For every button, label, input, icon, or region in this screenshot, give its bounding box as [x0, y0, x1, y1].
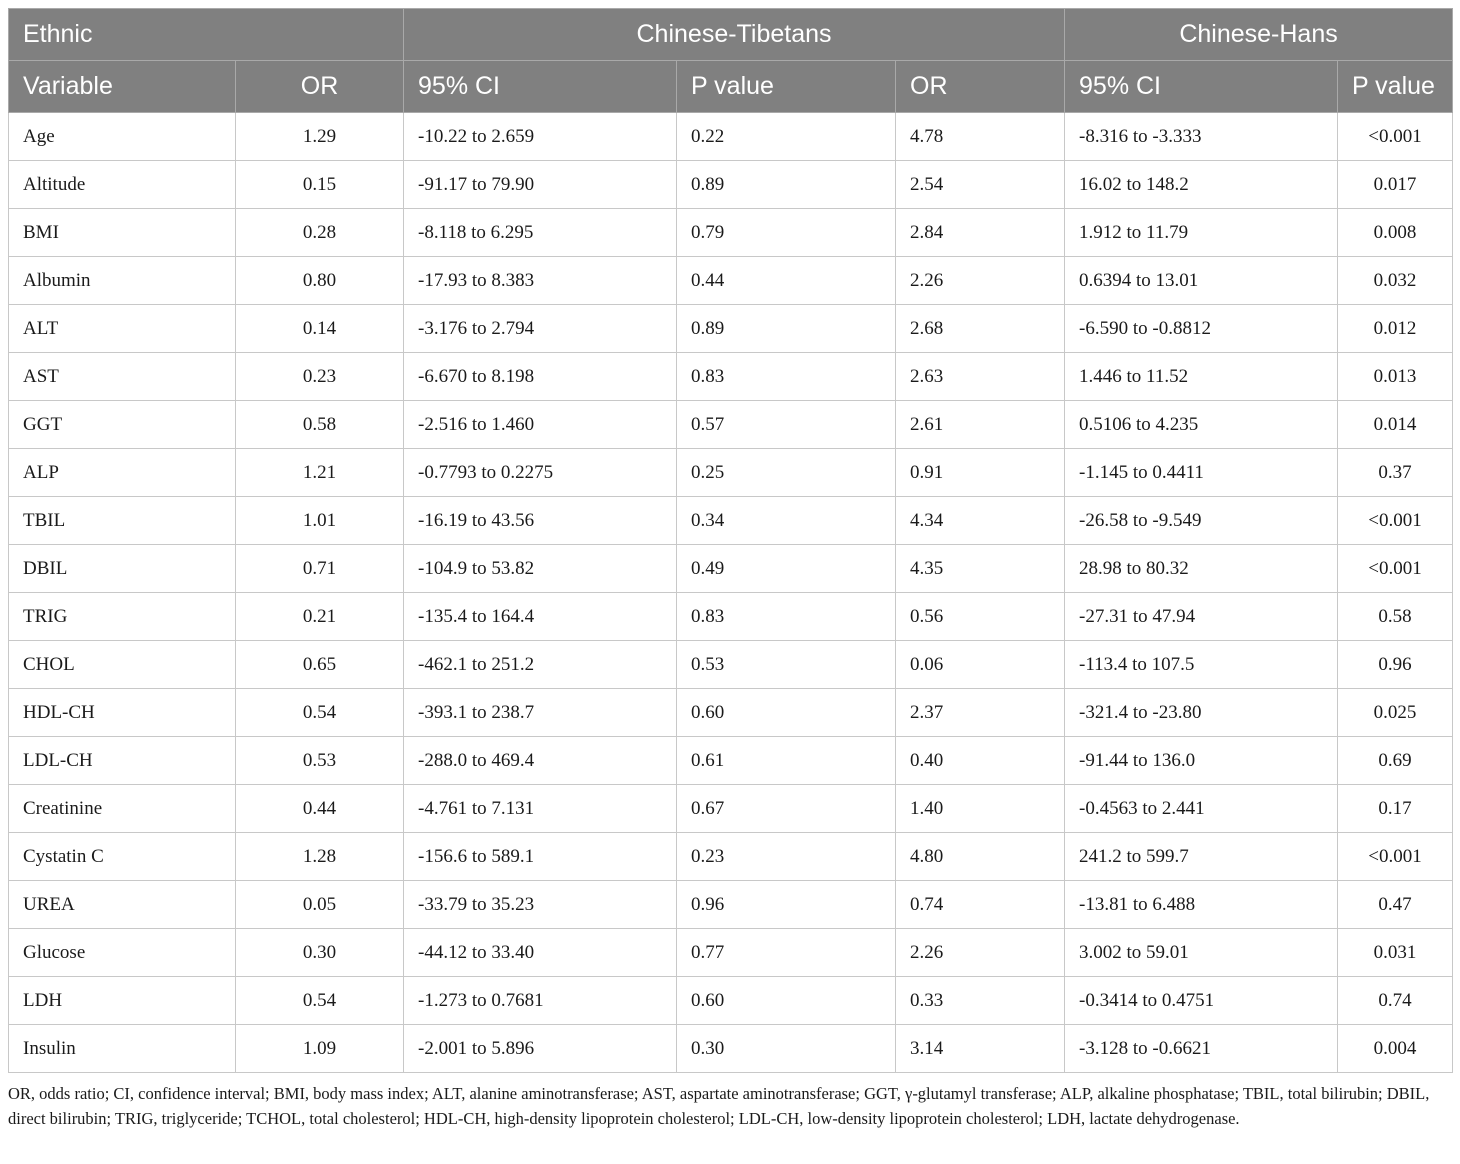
ci-tibetans-cell: -0.7793 to 0.2275 — [404, 449, 677, 497]
p-tibetans-cell: 0.77 — [677, 929, 896, 977]
ci-hans-cell: -321.4 to -23.80 — [1065, 689, 1338, 737]
ci-tibetans-cell: -462.1 to 251.2 — [404, 641, 677, 689]
ci-tibetans-cell: -17.93 to 8.383 — [404, 257, 677, 305]
variable-cell: AST — [9, 353, 236, 401]
table-row — [9, 401, 1453, 449]
p-tibetans-cell: 0.89 — [677, 305, 896, 353]
table-row — [9, 305, 1453, 353]
ci-tibetans-cell: -288.0 to 469.4 — [404, 737, 677, 785]
variable-cell: Altitude — [9, 161, 236, 209]
variable-cell: Age — [9, 113, 236, 161]
p-hans-cell: 0.017 — [1338, 161, 1453, 209]
column-header-ci-hans: 95% CI — [1065, 61, 1338, 113]
table-row — [9, 689, 1453, 737]
variable-cell: ALP — [9, 449, 236, 497]
p-hans-cell: <0.001 — [1338, 113, 1453, 161]
ci-tibetans-cell: -104.9 to 53.82 — [404, 545, 677, 593]
p-hans-cell: 0.013 — [1338, 353, 1453, 401]
p-tibetans-cell: 0.49 — [677, 545, 896, 593]
or-tibetans-cell: 1.01 — [236, 497, 404, 545]
or-hans-cell: 4.80 — [896, 833, 1065, 881]
or-tibetans-cell: 0.71 — [236, 545, 404, 593]
p-tibetans-cell: 0.60 — [677, 977, 896, 1025]
variable-cell: LDL-CH — [9, 737, 236, 785]
variable-cell: TBIL — [9, 497, 236, 545]
ci-tibetans-cell: -156.6 to 589.1 — [404, 833, 677, 881]
p-hans-cell: 0.58 — [1338, 593, 1453, 641]
table-footnote: OR, odds ratio; CI, confidence interval; BMI, body mass index; ALT, alanine aminotransferase; AST, aspartate aminotransferase; GGT, γ-glutamyl transferase; ALP, alkaline phosphatase; TBIL, total bilirubin; DBIL, direct bilirubin; TRIG, triglyceride; TCHOL, total cholesterol; HDL-CH, high-density lipoprotein cholesterol; LDL-CH, low-density lipoprotein cholesterol; LDH, lactate dehydrogenase. — [8, 1084, 1430, 1128]
ci-hans-cell: -91.44 to 136.0 — [1065, 737, 1338, 785]
p-tibetans-cell: 0.83 — [677, 353, 896, 401]
ci-hans-cell: 0.5106 to 4.235 — [1065, 401, 1338, 449]
variable-cell: Insulin — [9, 1025, 236, 1073]
table-row — [9, 209, 1453, 257]
ci-hans-cell: -6.590 to -0.8812 — [1065, 305, 1338, 353]
column-header-or-hans: OR — [896, 61, 1065, 113]
or-tibetans-cell: 1.29 — [236, 113, 404, 161]
ci-hans-cell: 28.98 to 80.32 — [1065, 545, 1338, 593]
or-hans-cell: 0.74 — [896, 881, 1065, 929]
or-hans-cell: 2.26 — [896, 257, 1065, 305]
p-hans-cell: 0.69 — [1338, 737, 1453, 785]
table-header — [9, 9, 1453, 113]
table-row — [9, 353, 1453, 401]
p-tibetans-cell: 0.89 — [677, 161, 896, 209]
ci-tibetans-cell: -3.176 to 2.794 — [404, 305, 677, 353]
p-hans-cell: 0.37 — [1338, 449, 1453, 497]
p-hans-cell: <0.001 — [1338, 497, 1453, 545]
column-header-or-tibetans: OR — [236, 61, 404, 113]
table-row — [9, 929, 1453, 977]
ci-hans-cell: 1.912 to 11.79 — [1065, 209, 1338, 257]
or-hans-cell: 1.40 — [896, 785, 1065, 833]
p-tibetans-cell: 0.23 — [677, 833, 896, 881]
p-hans-cell: 0.025 — [1338, 689, 1453, 737]
variable-cell: HDL-CH — [9, 689, 236, 737]
variable-cell: Creatinine — [9, 785, 236, 833]
p-tibetans-cell: 0.30 — [677, 1025, 896, 1073]
p-tibetans-cell: 0.44 — [677, 257, 896, 305]
p-tibetans-cell: 0.57 — [677, 401, 896, 449]
ci-tibetans-cell: -2.516 to 1.460 — [404, 401, 677, 449]
table-row — [9, 449, 1453, 497]
ci-hans-cell: 16.02 to 148.2 — [1065, 161, 1338, 209]
p-tibetans-cell: 0.67 — [677, 785, 896, 833]
p-tibetans-cell: 0.34 — [677, 497, 896, 545]
p-hans-cell: 0.032 — [1338, 257, 1453, 305]
p-tibetans-cell: 0.25 — [677, 449, 896, 497]
or-hans-cell: 2.68 — [896, 305, 1065, 353]
or-hans-cell: 0.33 — [896, 977, 1065, 1025]
or-tibetans-cell: 0.53 — [236, 737, 404, 785]
or-hans-cell: 0.56 — [896, 593, 1065, 641]
ci-hans-cell: 3.002 to 59.01 — [1065, 929, 1338, 977]
or-hans-cell: 3.14 — [896, 1025, 1065, 1073]
p-tibetans-cell: 0.53 — [677, 641, 896, 689]
variable-cell: LDH — [9, 977, 236, 1025]
column-header-row — [9, 61, 1453, 113]
or-tibetans-cell: 0.80 — [236, 257, 404, 305]
table-row — [9, 833, 1453, 881]
ci-tibetans-cell: -6.670 to 8.198 — [404, 353, 677, 401]
variable-cell: Glucose — [9, 929, 236, 977]
or-tibetans-cell: 0.05 — [236, 881, 404, 929]
ci-hans-cell: -8.316 to -3.333 — [1065, 113, 1338, 161]
ci-tibetans-cell: -10.22 to 2.659 — [404, 113, 677, 161]
ethnic-header: Ethnic — [9, 9, 404, 61]
p-hans-cell: 0.004 — [1338, 1025, 1453, 1073]
table-row — [9, 977, 1453, 1025]
table-row — [9, 257, 1453, 305]
or-tibetans-cell: 0.65 — [236, 641, 404, 689]
or-tibetans-cell: 0.58 — [236, 401, 404, 449]
or-hans-cell: 2.84 — [896, 209, 1065, 257]
table-row — [9, 785, 1453, 833]
or-tibetans-cell: 0.54 — [236, 689, 404, 737]
column-header-ci-tibetans: 95% CI — [404, 61, 677, 113]
ci-hans-cell: -13.81 to 6.488 — [1065, 881, 1338, 929]
column-header-p-hans: P value — [1338, 61, 1453, 113]
table-row — [9, 497, 1453, 545]
ci-hans-cell: -113.4 to 107.5 — [1065, 641, 1338, 689]
hans-group-header: Chinese-Hans — [1065, 9, 1453, 61]
or-tibetans-cell: 1.09 — [236, 1025, 404, 1073]
or-tibetans-cell: 0.21 — [236, 593, 404, 641]
ci-tibetans-cell: -1.273 to 0.7681 — [404, 977, 677, 1025]
or-hans-cell: 2.61 — [896, 401, 1065, 449]
ci-tibetans-cell: -4.761 to 7.131 — [404, 785, 677, 833]
ci-hans-cell: 0.6394 to 13.01 — [1065, 257, 1338, 305]
or-hans-cell: 4.78 — [896, 113, 1065, 161]
tibetans-group-header: Chinese-Tibetans — [404, 9, 1065, 61]
ci-hans-cell: -1.145 to 0.4411 — [1065, 449, 1338, 497]
or-tibetans-cell: 0.54 — [236, 977, 404, 1025]
p-hans-cell: 0.031 — [1338, 929, 1453, 977]
p-hans-cell: <0.001 — [1338, 833, 1453, 881]
p-hans-cell: 0.17 — [1338, 785, 1453, 833]
p-hans-cell: 0.012 — [1338, 305, 1453, 353]
or-hans-cell: 2.63 — [896, 353, 1065, 401]
or-hans-cell: 2.37 — [896, 689, 1065, 737]
or-hans-cell: 2.26 — [896, 929, 1065, 977]
ci-tibetans-cell: -2.001 to 5.896 — [404, 1025, 677, 1073]
or-tibetans-cell: 0.15 — [236, 161, 404, 209]
group-header-row — [9, 9, 1453, 61]
ci-hans-cell: -3.128 to -0.6621 — [1065, 1025, 1338, 1073]
ci-tibetans-cell: -44.12 to 33.40 — [404, 929, 677, 977]
variable-cell: Albumin — [9, 257, 236, 305]
p-hans-cell: <0.001 — [1338, 545, 1453, 593]
p-tibetans-cell: 0.83 — [677, 593, 896, 641]
table-row — [9, 161, 1453, 209]
or-hans-cell: 0.06 — [896, 641, 1065, 689]
variable-cell: Cystatin C — [9, 833, 236, 881]
p-hans-cell: 0.96 — [1338, 641, 1453, 689]
ci-hans-cell: 1.446 to 11.52 — [1065, 353, 1338, 401]
variable-cell: UREA — [9, 881, 236, 929]
variable-cell: DBIL — [9, 545, 236, 593]
variable-cell: CHOL — [9, 641, 236, 689]
or-tibetans-cell: 0.14 — [236, 305, 404, 353]
ci-hans-cell: -27.31 to 47.94 — [1065, 593, 1338, 641]
ci-hans-cell: -0.4563 to 2.441 — [1065, 785, 1338, 833]
table-row — [9, 641, 1453, 689]
ci-hans-cell: -0.3414 to 0.4751 — [1065, 977, 1338, 1025]
ci-tibetans-cell: -91.17 to 79.90 — [404, 161, 677, 209]
table-body — [9, 113, 1453, 1073]
column-header-variable: Variable — [9, 61, 236, 113]
odds-ratio-table — [8, 8, 1453, 1073]
table-row — [9, 113, 1453, 161]
or-hans-cell: 4.34 — [896, 497, 1065, 545]
ci-tibetans-cell: -8.118 to 6.295 — [404, 209, 677, 257]
or-tibetans-cell: 0.30 — [236, 929, 404, 977]
ci-tibetans-cell: -33.79 to 35.23 — [404, 881, 677, 929]
p-tibetans-cell: 0.60 — [677, 689, 896, 737]
ci-tibetans-cell: -393.1 to 238.7 — [404, 689, 677, 737]
p-tibetans-cell: 0.96 — [677, 881, 896, 929]
or-hans-cell: 2.54 — [896, 161, 1065, 209]
ci-tibetans-cell: -16.19 to 43.56 — [404, 497, 677, 545]
table-row — [9, 545, 1453, 593]
table-row — [9, 737, 1453, 785]
or-hans-cell: 4.35 — [896, 545, 1065, 593]
p-hans-cell: 0.74 — [1338, 977, 1453, 1025]
or-tibetans-cell: 0.23 — [236, 353, 404, 401]
variable-cell: GGT — [9, 401, 236, 449]
or-tibetans-cell: 0.44 — [236, 785, 404, 833]
or-tibetans-cell: 1.28 — [236, 833, 404, 881]
or-tibetans-cell: 1.21 — [236, 449, 404, 497]
p-tibetans-cell: 0.61 — [677, 737, 896, 785]
p-hans-cell: 0.47 — [1338, 881, 1453, 929]
p-tibetans-cell: 0.79 — [677, 209, 896, 257]
p-tibetans-cell: 0.22 — [677, 113, 896, 161]
variable-cell: ALT — [9, 305, 236, 353]
table-row — [9, 593, 1453, 641]
table-row — [9, 881, 1453, 929]
ci-hans-cell: -26.58 to -9.549 — [1065, 497, 1338, 545]
variable-cell: TRIG — [9, 593, 236, 641]
ci-hans-cell: 241.2 to 599.7 — [1065, 833, 1338, 881]
or-tibetans-cell: 0.28 — [236, 209, 404, 257]
p-hans-cell: 0.014 — [1338, 401, 1453, 449]
odds-ratio-table-container — [8, 8, 1452, 1073]
or-hans-cell: 0.40 — [896, 737, 1065, 785]
table-row — [9, 1025, 1453, 1073]
p-hans-cell: 0.008 — [1338, 209, 1453, 257]
ci-tibetans-cell: -135.4 to 164.4 — [404, 593, 677, 641]
or-hans-cell: 0.91 — [896, 449, 1065, 497]
column-header-p-tibetans: P value — [677, 61, 896, 113]
variable-cell: BMI — [9, 209, 236, 257]
